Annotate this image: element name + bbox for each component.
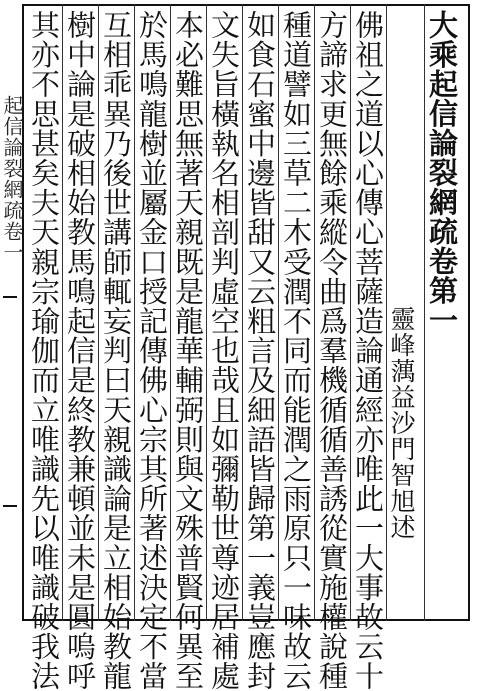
column-rule [386,4,387,621]
text-column: 樹中論是破相始教馬鳴起信是終教兼頓並未是圓嗚呼 [63,10,97,691]
text-column: 於馬鳴龍樹並屬金口授記傳佛心宗其所著述決定不當 [135,10,169,691]
text-column: 其亦不思甚矣夫天親宗瑜伽而立唯識先以唯識破我法 [27,10,61,691]
text-column: 互相乖異乃後世講師輒妄判曰天親識論是立相始教龍 [99,10,133,691]
margin-label: 起信論裂網疏卷一 [0,95,24,263]
column-rule [350,4,351,621]
margin-mark [3,505,17,507]
author-line: 靈峰蕅益沙門智旭述 [387,306,416,540]
text-column: 佛祖之道以心傳心菩薩造論通經亦唯此一大事故云十 [351,10,385,691]
column-rule [314,4,315,621]
column-rule [98,4,99,621]
text-column: 文失旨橫執名相剖判虛空也哉且如彌勒世尊迹居補處 [207,10,241,691]
text-column: 方諦求更無餘乘縱令曲爲羣機循循善誘從實施權說種 [315,10,349,691]
column-rule [134,4,135,621]
column-rule [424,4,425,621]
page-title: 大乘起信論裂網疏卷第一 [425,10,459,335]
text-column: 如食石蜜中邊皆甜又云粗言及細語皆歸第一義豈應封 [243,10,277,691]
column-rule [170,4,171,621]
column-rule [242,4,243,621]
text-column: 本必難思無著天親既是龍華輔弼則與文殊普賢何異至 [171,10,205,691]
column-rule [206,4,207,621]
column-rule [62,4,63,621]
column-rule [278,4,279,621]
text-column: 種道譬如三草二木受潤不同而能潤之雨原只一味故云 [279,10,313,691]
margin-mark [3,296,17,298]
